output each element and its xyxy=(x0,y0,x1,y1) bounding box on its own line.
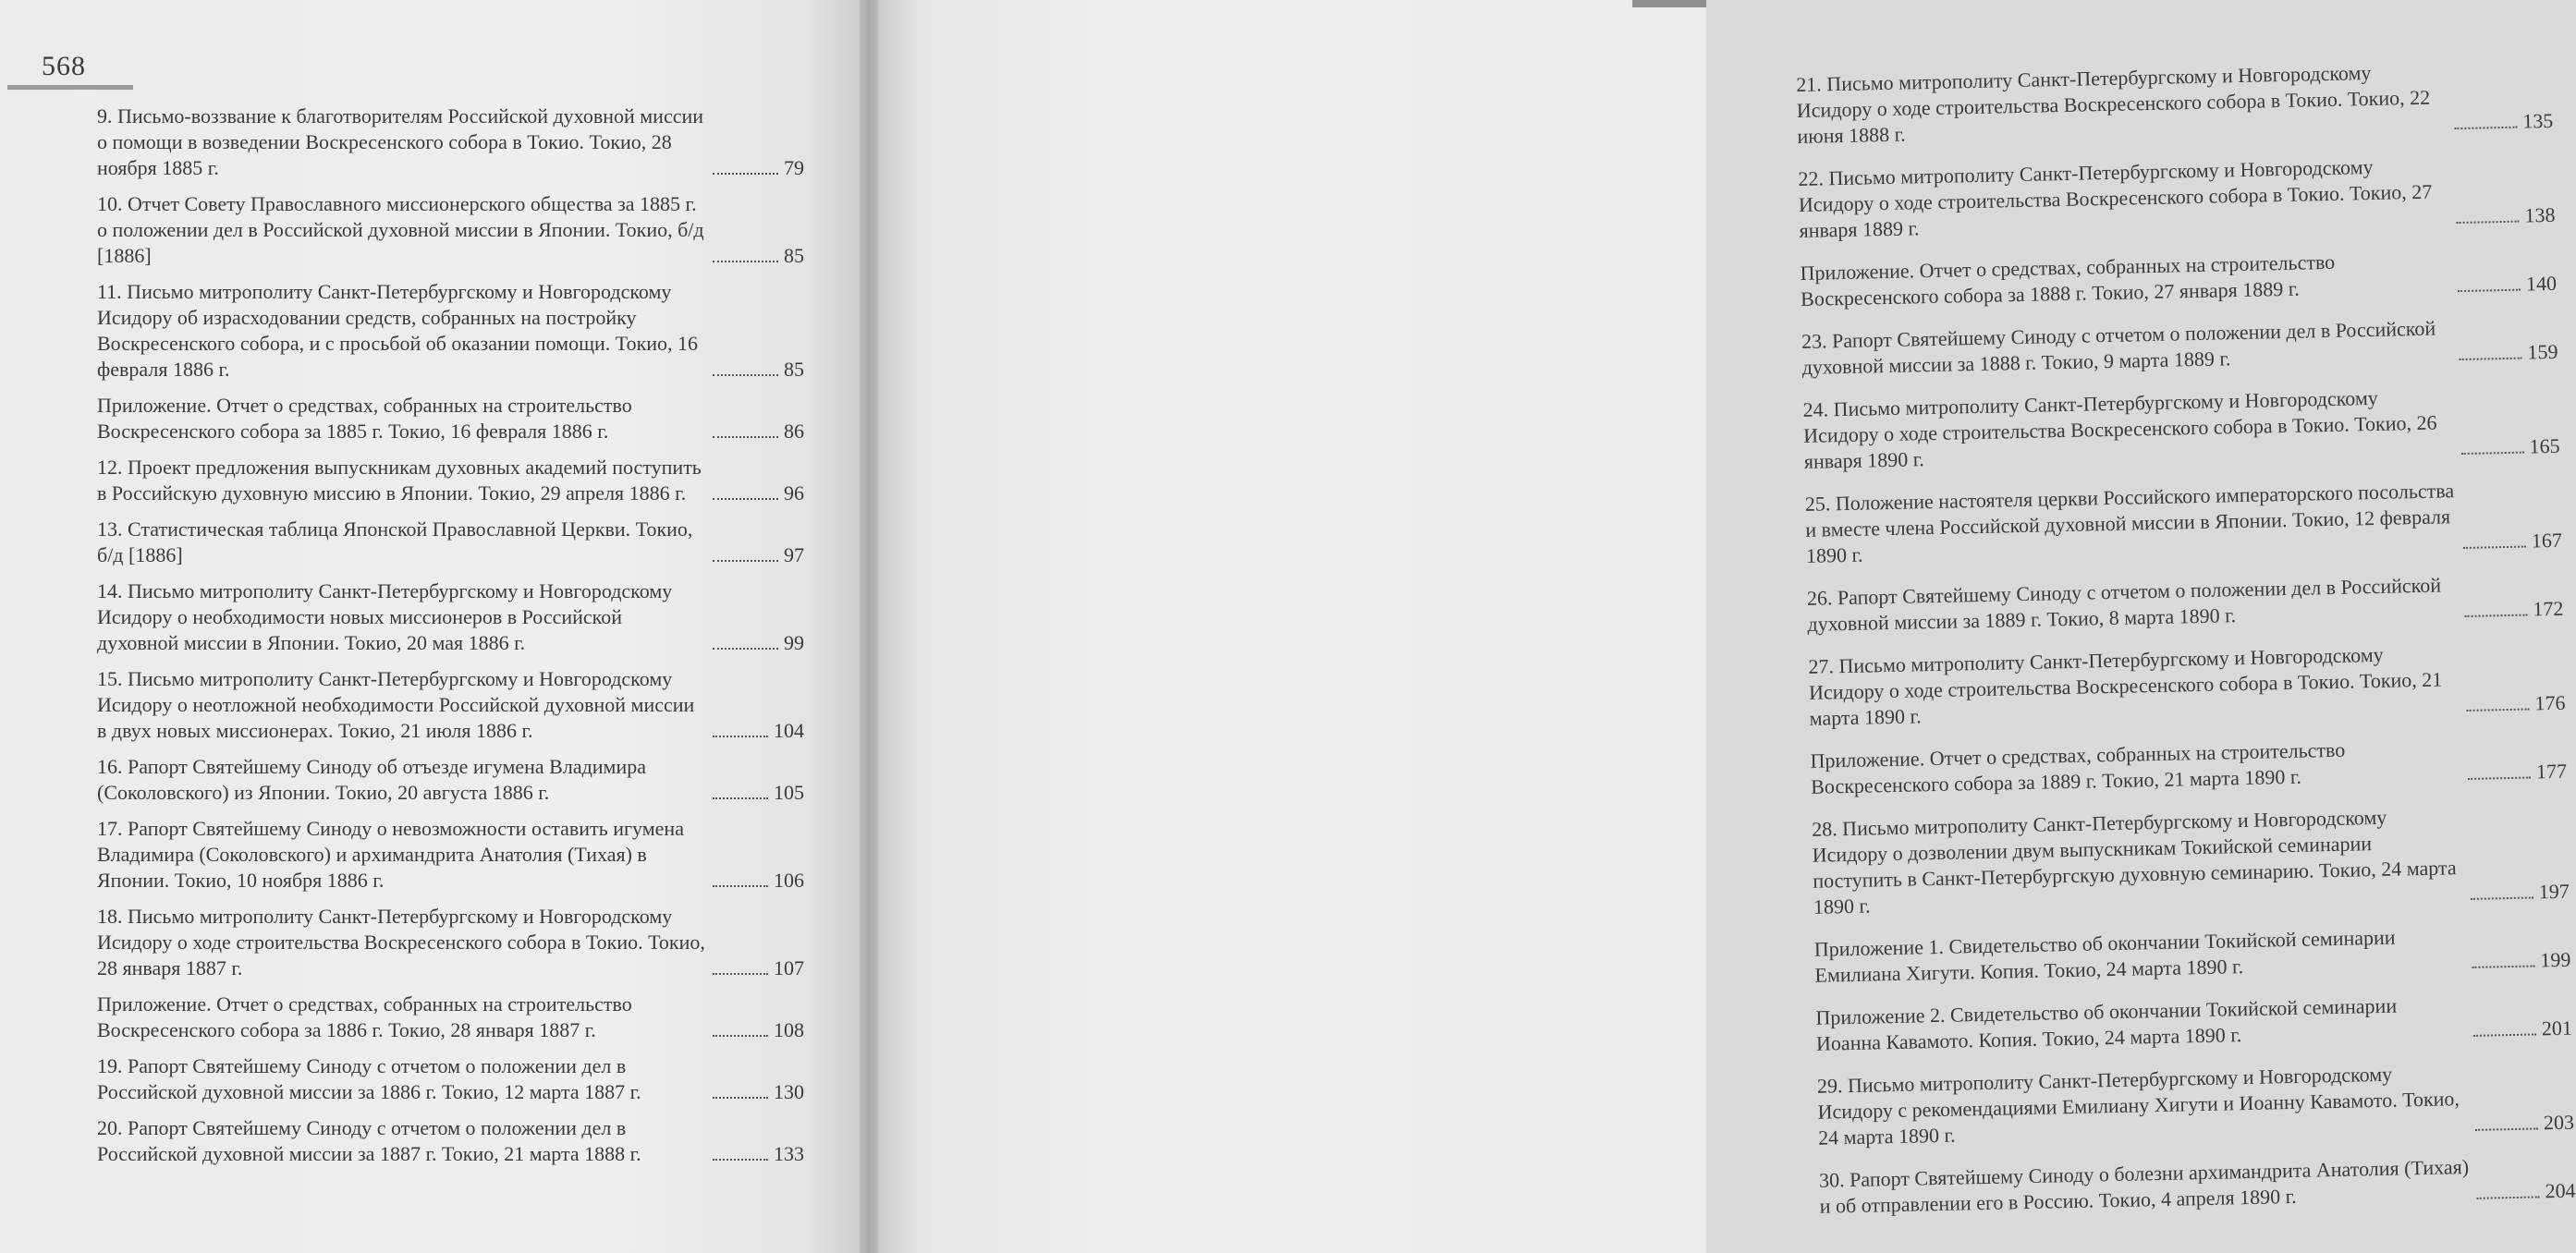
dot-leader xyxy=(2467,709,2530,712)
left-page xyxy=(0,0,860,1253)
toc-entry xyxy=(97,904,804,981)
entry-page-number: 85 xyxy=(784,358,804,381)
toc-entry xyxy=(1800,245,2557,312)
entry-title: 30. Рапорт Святейшему Синоду о болезни архимандрита Анатолия (Тихая) и об отправлении его в Россию. Токио, 4 апреля 1890 г. xyxy=(1818,1155,2470,1218)
dot-leader xyxy=(2473,1033,2536,1036)
entry-page-number: 135 xyxy=(2522,108,2554,133)
toc-entry xyxy=(1810,733,2567,800)
page-number: 568 xyxy=(42,51,86,81)
toc-entry xyxy=(1815,990,2572,1057)
entry-title: Приложение 2. Свидетельство об окончании Токийской семинарии Иоанна Кавамото. Копия. Токио, 24 марта 1890 г. xyxy=(1815,993,2398,1055)
table-of-contents-left xyxy=(97,103,804,1177)
dot-leader xyxy=(713,885,768,887)
entry-title: 11. Письмо митрополиту Санкт-Петербургскому и Новгородскому Исидору об израсходовании средств, собранных на постройку Воскресенского собора, и с просьбой об оказании помощи. Токио, 16 февраля 1886 г. xyxy=(97,280,699,381)
dot-leader xyxy=(2463,546,2526,549)
entry-page-number: 176 xyxy=(2534,690,2566,715)
right-page xyxy=(878,0,2576,1253)
dot-leader xyxy=(713,436,778,438)
entry-page-number: 177 xyxy=(2535,759,2568,784)
entry-page-number: 138 xyxy=(2524,202,2556,227)
header-rule xyxy=(7,85,133,90)
toc-entry xyxy=(97,279,804,383)
toc-entry xyxy=(97,578,804,656)
dot-leader xyxy=(2460,358,2522,360)
entry-page-number: 105 xyxy=(774,781,804,804)
dot-leader xyxy=(2477,1196,2540,1198)
dot-leader xyxy=(713,648,778,650)
toc-entry xyxy=(1801,313,2558,381)
entry-page-number: 140 xyxy=(2525,271,2558,296)
toc-entry xyxy=(97,991,804,1043)
toc-entry xyxy=(1802,382,2560,475)
entry-title: 14. Письмо митрополиту Санкт-Петербургскому и Новгородскому Исидору о необходимости новых миссионеров в Российской духовной миссии в Японии. Токио, 20 мая 1886 г. xyxy=(97,579,673,654)
toc-entry xyxy=(1817,1058,2575,1151)
dot-leader xyxy=(713,173,778,175)
entry-title: Приложение. Отчет о средствах, собранных на строительство Воскресенского собора за 1888 г. Токио, 27 января 1889 г. xyxy=(1800,249,2336,310)
entry-page-number: 107 xyxy=(774,956,804,979)
toc-entry xyxy=(97,666,804,744)
entry-title: 23. Рапорт Святейшему Синоду с отчетом о положении дел в Российской духовной миссии за 1888 г. Токио, 9 марта 1889 г. xyxy=(1801,316,2436,379)
entry-page-number: 97 xyxy=(784,543,804,566)
dot-leader xyxy=(2471,896,2533,899)
entry-title: 13. Статистическая таблица Японской Православной Церкви. Токио, б/д [1886] xyxy=(97,517,693,566)
dot-leader xyxy=(713,374,778,376)
entry-page-number: 165 xyxy=(2529,433,2560,458)
entry-page-number: 99 xyxy=(784,631,804,654)
corner-rule xyxy=(1632,0,1706,7)
toc-entry xyxy=(97,1115,804,1167)
entry-title: 28. Письмо митрополиту Санкт-Петербургскому и Новгородскому Исидору о дозволении двум выпускникам Токийской семинарии поступить в Санкт-Петербургскую духовную семинарию. Токио, 24 марта 1890 г. xyxy=(1811,805,2457,918)
entry-title: 21. Письмо митрополиту Санкт-Петербургскому и Новгородскому Исидору о ходе строительства Воскресенского собора в Токио. Токио, 22 июня 1888 г. xyxy=(1796,60,2431,148)
toc-entry xyxy=(1798,151,2556,244)
toc-entry xyxy=(97,455,804,506)
entry-page-number: 133 xyxy=(774,1142,804,1165)
toc-entry xyxy=(1807,570,2564,638)
entry-page-number: 201 xyxy=(2541,1016,2573,1040)
toc-entry xyxy=(97,754,804,806)
entry-title: 29. Письмо митрополиту Санкт-Петербургскому и Новгородскому Исидору с рекомендациями Емилиану Хигути и Иоанну Кавамото. Токио, 24 марта 1890 г. xyxy=(1816,1062,2460,1150)
dot-leader xyxy=(2472,965,2535,967)
dot-leader xyxy=(713,261,778,262)
dot-leader xyxy=(2459,289,2521,292)
toc-entry xyxy=(1814,921,2571,989)
dot-leader xyxy=(713,797,768,799)
dot-leader xyxy=(713,736,768,737)
entry-page-number: 167 xyxy=(2531,528,2563,553)
entry-page-number: 204 xyxy=(2545,1178,2576,1203)
entry-title: 18. Письмо митрополиту Санкт-Петербургскому и Новгородскому Исидору о ходе строительства Воскресенского собора в Токио. Токио, 28 января 1887 г. xyxy=(97,905,705,979)
entry-page-number: 104 xyxy=(774,719,804,742)
dot-leader xyxy=(2455,127,2518,129)
entry-title: Приложение. Отчет о средствах, собранных на строительство Воскресенского собора за 1885 г. Токио, 16 февраля 1886 г. xyxy=(97,394,632,443)
dot-leader xyxy=(2469,777,2532,780)
entry-title: 12. Проект предложения выпускникам духовных академий поступить в Российскую духовную миссию в Японии. Токио, 29 апреля 1886 г. xyxy=(97,456,702,505)
entry-page-number: 106 xyxy=(774,869,804,892)
entry-title: 20. Рапорт Святейшему Синоду с отчетом о положении дел в Российской духовной миссии за 1887 г. Токио, 21 марта 1888 г. xyxy=(97,1116,641,1165)
entry-page-number: 203 xyxy=(2543,1110,2575,1135)
toc-entry xyxy=(1808,639,2566,732)
dot-leader xyxy=(713,498,778,500)
entry-title: 24. Письмо митрополиту Санкт-Петербургскому и Новгородскому Исидору о ходе строительства Воскресенского собора в Токио. Токио, 26 января 1890 г. xyxy=(1802,385,2437,473)
toc-entry xyxy=(1805,476,2563,569)
entry-page-number: 79 xyxy=(784,156,804,179)
toc-entry xyxy=(97,517,804,568)
entry-title: 25. Положение настоятеля церкви Российского императорского посольства и вместе члена Российской духовной миссии в Японии. Токио, 12 февраля 1890 г. xyxy=(1804,479,2455,567)
entry-page-number: 86 xyxy=(784,420,804,443)
entry-page-number: 85 xyxy=(784,244,804,267)
entry-page-number: 199 xyxy=(2540,947,2571,972)
entry-title: 27. Письмо митрополиту Санкт-Петербургскому и Новгородскому Исидору о ходе строительства Воскресенского собора в Токио. Токио, 21 марта 1890 г. xyxy=(1808,642,2443,730)
toc-entry xyxy=(97,103,804,181)
dot-leader xyxy=(713,560,778,562)
entry-title: 17. Рапорт Святейшему Синоду о невозможности оставить игумена Владимира (Соколовского) и архимандрита Анатолия (Тихая) в Японии. Токио, 10 ноября 1886 г. xyxy=(97,817,684,892)
toc-entry xyxy=(97,191,804,269)
dot-leader xyxy=(2461,452,2524,455)
book-spine xyxy=(860,0,878,1253)
entry-page-number: 197 xyxy=(2538,879,2570,904)
table-of-contents-right xyxy=(1796,56,2576,1236)
entry-title: 15. Письмо митрополиту Санкт-Петербургскому и Новгородскому Исидору о неотложной необходимости Российской духовной миссии в двух новых миссионерах. Токио, 21 июля 1886 г. xyxy=(97,667,695,742)
entry-page-number: 96 xyxy=(784,481,804,505)
dot-leader xyxy=(2457,221,2520,224)
toc-entry xyxy=(1819,1152,2576,1220)
dot-leader xyxy=(2465,614,2528,617)
entry-page-number: 172 xyxy=(2533,596,2564,621)
entry-title: 19. Рапорт Святейшему Синоду с отчетом о положении дел в Российской духовной миссии за 1886 г. Токио, 12 марта 1887 г. xyxy=(97,1054,641,1103)
entry-title: 9. Письмо-воззвание к благотворителям Российской духовной миссии о помощи в возведении Воскресенского собора в Токио. Токио, 28 ноября 1885 г. xyxy=(97,104,704,179)
entry-title: 22. Письмо митрополиту Санкт-Петербургскому и Новгородскому Исидору о ходе строительства Воскресенского собора в Токио. Токио, 27 января 1889 г. xyxy=(1798,154,2433,242)
entry-title: 16. Рапорт Святейшему Синоду об отъезде игумена Владимира (Соколовского) из Японии. Токио, 20 августа 1886 г. xyxy=(97,755,647,804)
entry-page-number: 130 xyxy=(774,1080,804,1103)
toc-entry xyxy=(97,816,804,894)
dot-leader xyxy=(713,1159,768,1161)
entry-page-number: 108 xyxy=(774,1018,804,1041)
entry-title: 26. Рапорт Святейшему Синоду с отчетом о положении дел в Российской духовной миссии за 1889 г. Токио, 8 марта 1890 г. xyxy=(1806,573,2442,636)
toc-entry xyxy=(97,393,804,444)
entry-page-number: 159 xyxy=(2527,339,2558,364)
toc-entry xyxy=(1812,801,2570,920)
entry-title: Приложение 1. Свидетельство об окончании Токийской семинарии Емилиана Хигути. Копия. Токио, 24 марта 1890 г. xyxy=(1813,925,2396,987)
dot-leader xyxy=(713,1097,768,1099)
entry-title: 10. Отчет Совету Православного миссионерского общества за 1885 г. о положении дел в Российской духовной миссии в Японии. Токио, б/д [1886] xyxy=(97,192,704,267)
entry-title: Приложение. Отчет о средствах, собранных на строительство Воскресенского собора за 1886 г. Токио, 28 января 1887 г. xyxy=(97,992,632,1041)
entry-title: Приложение. Отчет о средствах, собранных на строительство Воскресенского собора за 1889 г. Токио, 21 марта 1890 г. xyxy=(1810,737,2346,798)
toc-entry xyxy=(97,1053,804,1105)
dot-leader xyxy=(2476,1127,2539,1130)
dot-leader xyxy=(713,1035,768,1037)
dot-leader xyxy=(713,973,768,975)
toc-entry xyxy=(1796,56,2554,150)
